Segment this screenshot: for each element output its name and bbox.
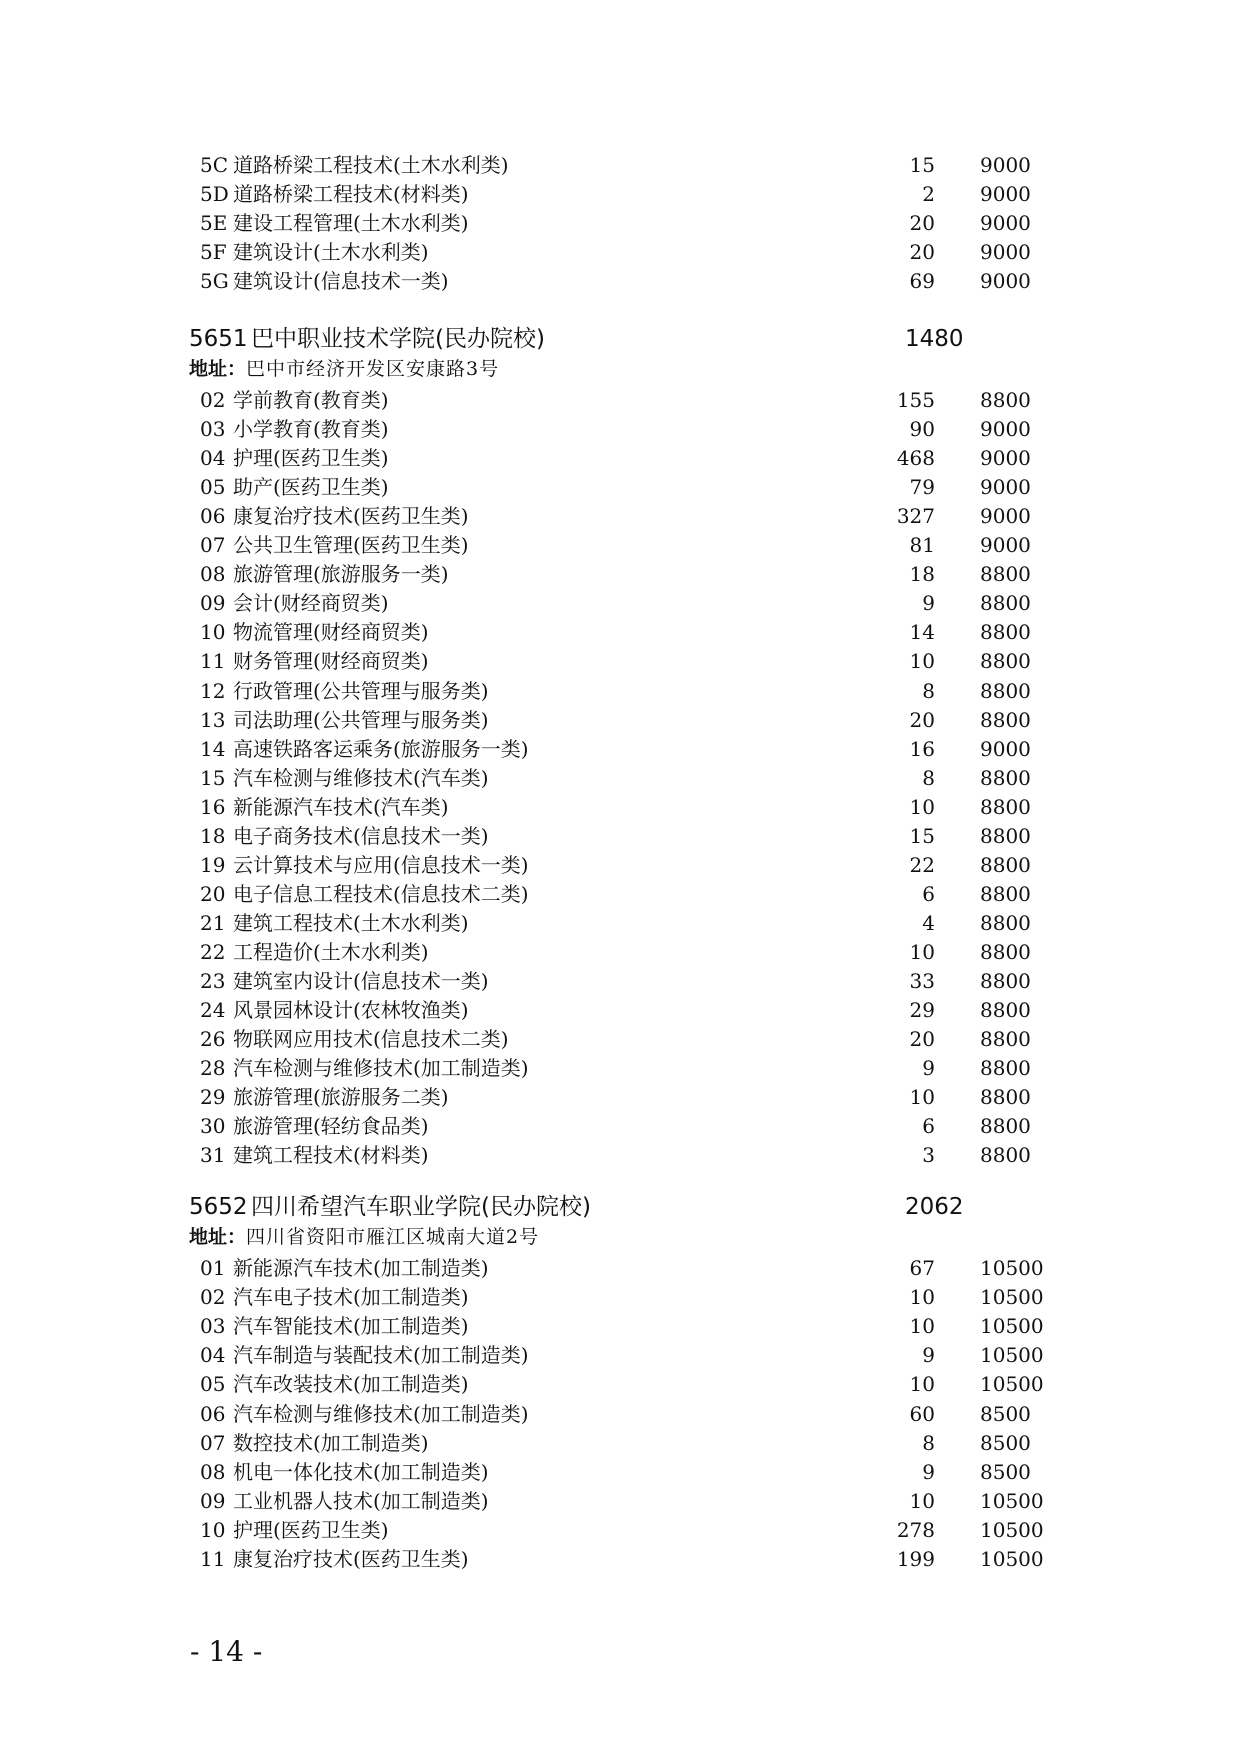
major-name: 物联网应用技术(信息技术二类) [233,1027,509,1052]
major-code: 06 [200,1401,226,1426]
major-code: 5G [200,269,229,293]
major-code: 26 [200,1027,226,1052]
major-quota: 9 [922,1459,935,1484]
major-fee: 8500 [980,1430,1031,1455]
school-heading [189,322,964,356]
major-quota: 155 [896,388,935,412]
major-code: 5E [200,211,228,235]
major-quota: 22 [909,852,935,877]
major-code: 13 [200,707,226,732]
major-quota: 10 [909,794,935,819]
major-name: 工业机器人技术(加工制造类) [233,1488,489,1513]
major-quota: 29 [909,998,935,1023]
major-fee: 9000 [980,417,1031,442]
major-row [200,531,1040,560]
major-code: 15 [200,765,226,790]
major-quota: 8 [922,765,935,790]
major-row [200,1054,1040,1083]
school-total-quota: 1480 [905,326,964,352]
major-code: 07 [200,1430,226,1455]
major-quota: 199 [896,1547,935,1571]
major-code: 30 [200,1114,226,1139]
major-fee: 8800 [980,939,1031,964]
major-fee: 9000 [980,153,1031,177]
major-fee: 8800 [980,649,1031,674]
major-code: 05 [200,475,226,500]
major-row [200,1025,1040,1054]
major-row [200,1545,1044,1574]
major-fee: 8800 [980,1056,1031,1081]
major-quota: 9 [922,1056,935,1081]
major-name: 新能源汽车技术(加工制造类) [233,1256,489,1280]
major-name: 道路桥梁工程技术(材料类) [233,182,469,206]
major-code: 24 [200,998,226,1023]
major-quota: 18 [909,562,935,587]
school-total-quota: 2062 [905,1194,964,1220]
major-fee: 9000 [980,736,1031,761]
major-name: 高速铁路客运乘务(旅游服务一类) [233,736,529,761]
major-name: 机电一体化技术(加工制造类) [233,1459,489,1484]
major-quota: 6 [922,881,935,906]
major-row [200,415,1040,444]
major-quota: 2 [922,182,935,206]
major-fee: 9000 [980,211,1031,235]
major-name: 新能源汽车技术(汽车类) [233,794,449,819]
major-quota: 20 [909,1027,935,1052]
major-name: 建筑设计(土木水利类) [233,240,429,264]
major-row [200,851,1040,880]
major-quota: 8 [922,1430,935,1455]
major-name: 电子商务技术(信息技术一类) [233,823,489,848]
major-fee: 9000 [980,504,1031,529]
major-row [200,1083,1040,1112]
major-fee: 8800 [980,707,1031,732]
school-name: 四川希望汽车职业学院(民办院校) [251,1194,591,1220]
address-label: 地址： [189,1226,247,1248]
major-row [200,1429,1040,1458]
address-text: 巴中市经济开发区安康路3号 [246,358,500,380]
major-row [200,267,1040,296]
major-name: 建筑室内设计(信息技术一类) [233,969,489,993]
major-fee: 10500 [980,1285,1044,1310]
major-fee: 10500 [980,1547,1044,1571]
major-name: 旅游管理(轻纺食品类) [233,1114,429,1139]
major-code: 29 [200,1085,226,1110]
major-fee: 8800 [980,910,1031,935]
major-quota: 10 [909,649,935,674]
major-fee: 8800 [980,678,1031,703]
major-name: 小学教育(教育类) [233,417,389,442]
major-code: 04 [200,446,226,471]
major-fee: 10500 [980,1517,1044,1542]
major-quota: 79 [909,475,935,500]
major-row [200,647,1040,676]
major-fee: 9000 [980,240,1031,264]
major-name: 财务管理(财经商贸类) [233,649,429,674]
major-quota: 10 [909,1372,935,1397]
major-code: 18 [200,823,226,848]
major-quota: 278 [896,1517,935,1542]
major-fee: 10500 [980,1488,1044,1513]
major-code: 21 [200,910,226,935]
major-row [200,1400,1040,1429]
major-row [200,996,1040,1025]
major-code: 5C [200,153,229,177]
major-code: 22 [200,939,226,964]
major-quota: 10 [909,1085,935,1110]
major-name: 数控技术(加工制造类) [233,1430,429,1455]
major-code: 07 [200,533,226,558]
major-row [200,209,1040,238]
major-fee: 8800 [980,1027,1031,1052]
school-heading [189,1190,964,1224]
major-fee: 9000 [980,182,1031,206]
major-row [200,706,1040,735]
major-fee: 10500 [980,1372,1044,1397]
major-name: 汽车检测与维修技术(汽车类) [233,765,489,790]
school-address [189,356,499,382]
major-name: 学前教育(教育类) [233,388,389,412]
major-name: 汽车电子技术(加工制造类) [233,1285,469,1310]
major-code: 5D [200,182,229,206]
major-code: 10 [200,1517,226,1542]
major-fee: 8800 [980,765,1031,790]
major-row [200,1112,1040,1141]
major-name: 旅游管理(旅游服务二类) [233,1085,449,1110]
major-name: 风景园林设计(农林牧渔类) [233,998,469,1023]
major-name: 助产(医药卫生类) [233,475,389,500]
major-name: 康复治疗技术(医药卫生类) [233,504,469,529]
major-fee: 10500 [980,1314,1044,1339]
major-name: 物流管理(财经商贸类) [233,620,429,645]
major-fee: 8800 [980,620,1031,645]
major-code: 02 [200,388,226,412]
major-name: 建筑工程技术(土木水利类) [233,910,469,935]
major-row [200,938,1040,967]
major-quota: 60 [909,1401,935,1426]
major-quota: 15 [909,823,935,848]
major-name: 汽车检测与维修技术(加工制造类) [233,1056,529,1081]
major-code: 01 [200,1256,226,1280]
major-name: 云计算技术与应用(信息技术一类) [233,852,529,877]
major-row [200,502,1040,531]
major-quota: 4 [922,910,935,935]
major-quota: 20 [909,240,935,264]
major-quota: 6 [922,1114,935,1139]
major-quota: 9 [922,1343,935,1368]
major-row [200,822,1040,851]
major-row [200,880,1040,909]
major-row [200,1487,1044,1516]
major-row [200,1254,1044,1283]
major-name: 建设工程管理(土木水利类) [233,211,469,235]
major-quota: 8 [922,678,935,703]
major-name: 建筑设计(信息技术一类) [233,269,449,293]
major-quota: 90 [909,417,935,442]
major-row [200,1370,1044,1399]
major-fee: 8800 [980,794,1031,819]
major-fee: 8800 [980,388,1031,412]
major-fee: 8800 [980,969,1031,993]
address-text: 四川省资阳市雁江区城南大道2号 [246,1226,540,1248]
major-code: 16 [200,794,226,819]
major-code: 04 [200,1343,226,1368]
major-code: 23 [200,969,226,993]
major-name: 汽车检测与维修技术(加工制造类) [233,1401,529,1426]
major-code: 03 [200,417,226,442]
major-row [200,764,1040,793]
major-fee: 9000 [980,475,1031,500]
major-name: 行政管理(公共管理与服务类) [233,678,489,703]
major-row [200,677,1040,706]
major-fee: 8800 [980,881,1031,906]
major-quota: 69 [909,269,935,293]
major-fee: 8800 [980,1143,1031,1168]
major-fee: 8800 [980,823,1031,848]
major-quota: 67 [909,1256,935,1280]
major-quota: 327 [896,504,935,529]
major-quota: 20 [909,707,935,732]
major-fee: 8800 [980,1114,1031,1139]
major-row [200,1141,1040,1170]
major-quota: 10 [909,1314,935,1339]
major-row [200,793,1040,822]
major-row [200,386,1040,415]
major-fee: 8800 [980,998,1031,1023]
school-code: 5651 [189,326,248,352]
major-quota: 10 [909,939,935,964]
major-name: 工程造价(土木水利类) [233,939,429,964]
major-quota: 10 [909,1488,935,1513]
major-quota: 468 [896,446,935,471]
major-code: 28 [200,1056,226,1081]
major-quota: 15 [909,153,935,177]
major-code: 31 [200,1143,226,1168]
major-code: 06 [200,504,226,529]
address-label: 地址： [189,358,247,380]
major-row [200,560,1040,589]
major-fee: 8800 [980,591,1031,616]
major-code: 09 [200,1488,226,1513]
school-name: 巴中职业技术学院(民办院校) [251,326,545,352]
major-row [200,1458,1040,1487]
major-row [200,589,1040,618]
major-fee: 8800 [980,562,1031,587]
major-code: 12 [200,678,226,703]
major-name: 建筑工程技术(材料类) [233,1143,429,1168]
major-code: 08 [200,562,226,587]
school-address [189,1224,539,1250]
major-row [200,1312,1044,1341]
major-row [200,1341,1044,1370]
major-row [200,180,1040,209]
major-fee: 8500 [980,1401,1031,1426]
major-name: 司法助理(公共管理与服务类) [233,707,489,732]
major-fee: 10500 [980,1343,1044,1368]
page-number: - 14 - [190,1635,263,1668]
major-code: 19 [200,852,226,877]
major-code: 03 [200,1314,226,1339]
school-code: 5652 [189,1194,248,1220]
major-quota: 14 [909,620,935,645]
major-code: 10 [200,620,226,645]
major-code: 14 [200,736,226,761]
major-fee: 10500 [980,1256,1044,1280]
major-fee: 9000 [980,446,1031,471]
major-row [200,151,1040,180]
major-quota: 16 [909,736,935,761]
major-name: 护理(医药卫生类) [233,446,389,471]
major-fee: 8500 [980,1459,1031,1484]
major-code: 11 [200,1547,226,1571]
major-row [200,1516,1044,1545]
major-row [200,967,1040,996]
major-fee: 9000 [980,533,1031,558]
major-code: 20 [200,881,226,906]
major-code: 05 [200,1372,226,1397]
major-name: 旅游管理(旅游服务一类) [233,562,449,587]
major-name: 汽车智能技术(加工制造类) [233,1314,469,1339]
major-row [200,473,1040,502]
major-fee: 9000 [980,269,1031,293]
major-row [200,735,1040,764]
major-row [200,1283,1044,1312]
major-quota: 3 [922,1143,935,1168]
major-name: 护理(医药卫生类) [233,1517,389,1542]
major-quota: 81 [909,533,935,558]
major-name: 电子信息工程技术(信息技术二类) [233,881,529,906]
major-row [200,618,1040,647]
major-code: 09 [200,591,226,616]
major-fee: 8800 [980,1085,1031,1110]
major-code: 5F [200,240,227,264]
major-name: 汽车改装技术(加工制造类) [233,1372,469,1397]
major-row [200,238,1040,267]
major-name: 道路桥梁工程技术(土木水利类) [233,153,509,177]
major-name: 汽车制造与装配技术(加工制造类) [233,1343,529,1368]
major-name: 公共卫生管理(医药卫生类) [233,533,469,558]
major-quota: 33 [909,969,935,993]
major-code: 08 [200,1459,226,1484]
major-row [200,444,1040,473]
major-quota: 9 [922,591,935,616]
major-row [200,909,1040,938]
major-quota: 20 [909,211,935,235]
major-code: 02 [200,1285,226,1310]
major-fee: 8800 [980,852,1031,877]
major-code: 11 [200,649,226,674]
major-quota: 10 [909,1285,935,1310]
major-name: 康复治疗技术(医药卫生类) [233,1547,469,1571]
major-name: 会计(财经商贸类) [233,591,389,616]
